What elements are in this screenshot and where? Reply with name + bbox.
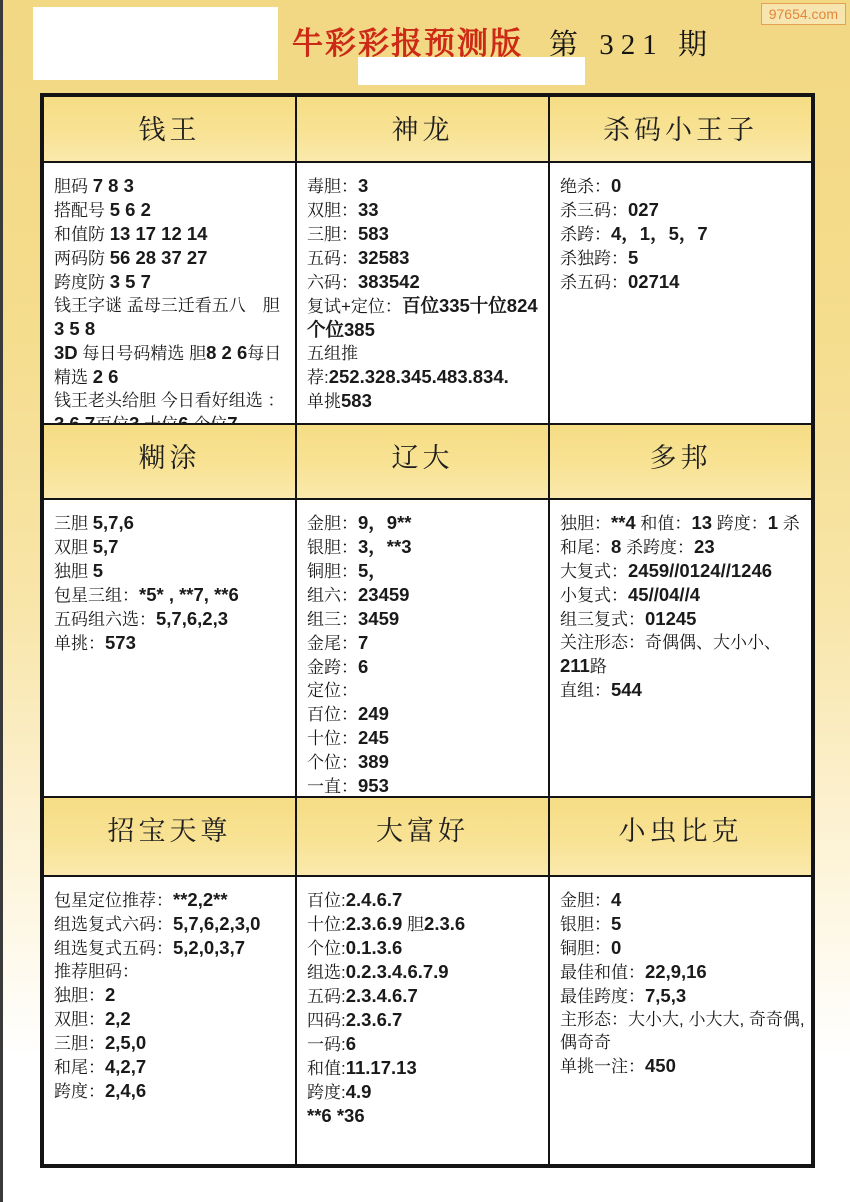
prediction-value: 953: [358, 775, 389, 796]
prediction-label: 独胆：: [560, 514, 611, 533]
prediction-label: 独胆: [54, 562, 93, 581]
prediction-value: 23: [694, 536, 715, 557]
prediction-value: 4,2,7: [105, 1056, 147, 1077]
prediction-label: 杀跨：: [560, 225, 611, 244]
prediction-label: 搭配号: [54, 201, 110, 220]
prediction-value: 0.2.3.4.6.7.9: [345, 961, 449, 982]
prediction-label: 组三复式：: [560, 610, 645, 629]
prediction-label: 一码:: [307, 1035, 346, 1054]
prediction-label: 组选:: [307, 963, 346, 982]
prediction-label: 钱王老头给胆 今日看好组选 ：: [54, 391, 285, 410]
prediction-line: [54, 270, 289, 294]
prediction-line: [54, 1079, 289, 1103]
prediction-value: 5，: [358, 560, 387, 581]
prediction-line: [307, 1080, 542, 1104]
prediction-label: 三胆：: [54, 1034, 105, 1053]
prediction-label: 五码:: [307, 987, 346, 1006]
prediction-line: [54, 631, 289, 655]
prediction-label: 组三：: [307, 610, 358, 629]
prediction-value: 0: [611, 175, 622, 196]
panel-content: [43, 162, 296, 424]
prediction-line: [54, 583, 289, 607]
prediction-label: 六码：: [307, 273, 358, 292]
prediction-value: 百位335十位824个位385: [307, 295, 538, 340]
title-bar: [292, 18, 714, 63]
prediction-value: 5,2,0,3,7: [173, 937, 246, 958]
prediction-label: 小复式：: [560, 586, 628, 605]
prediction-value: 5,7,6: [92, 512, 134, 533]
panel-header: 钱王: [43, 96, 296, 162]
prediction-label: 定位：: [307, 681, 358, 700]
prediction-line: [307, 888, 542, 912]
prediction-value: 450: [645, 1055, 676, 1076]
prediction-value: 211: [560, 655, 590, 676]
prediction-label: 铜胆：: [560, 939, 611, 958]
prediction-line: [307, 270, 542, 294]
prediction-value: 13: [691, 512, 713, 533]
prediction-value: 5 6 2: [109, 199, 151, 220]
prediction-value: 544: [611, 679, 642, 700]
prediction-line: [560, 888, 805, 912]
prediction-value: 4.9: [345, 1081, 372, 1102]
prediction-value: 2.3.4.6.7: [345, 985, 418, 1006]
prediction-value: *5* , **7, **6: [139, 584, 239, 605]
prediction-value: 249: [358, 703, 389, 724]
prediction-label: 和值防: [54, 225, 110, 244]
prediction-line: [54, 246, 289, 270]
prediction-line: [560, 246, 805, 270]
prediction-value: 4: [611, 889, 622, 910]
prediction-label: 十位：: [307, 729, 358, 748]
prediction-value: 8: [611, 536, 622, 557]
prediction-line: [307, 1056, 542, 1080]
prediction-value: 0.1.3.6: [345, 937, 403, 958]
prediction-value: 01245: [645, 608, 697, 629]
prediction-line: [307, 750, 542, 774]
prediction-line: [54, 294, 289, 341]
prediction-label: 三胆: [54, 514, 93, 533]
prediction-value: 3: [358, 175, 369, 196]
prediction-label: 组选复式六码：: [54, 915, 173, 934]
prediction-line: [560, 1054, 805, 1078]
prediction-line: [560, 511, 805, 559]
prediction-line: [560, 984, 805, 1008]
prediction-value: 5: [611, 913, 622, 934]
prediction-line: [560, 678, 805, 702]
prediction-label: 绝杀：: [560, 177, 611, 196]
prediction-line: [54, 607, 289, 631]
prediction-label: 杀独跨：: [560, 249, 628, 268]
prediction-line: [307, 342, 542, 389]
prediction-label: 金尾：: [307, 634, 358, 653]
prediction-line: [307, 631, 542, 655]
prediction-value: 5: [92, 560, 104, 581]
prediction-value: 45//04//4: [628, 584, 701, 605]
prediction-line: [54, 222, 289, 246]
prediction-value: 389: [358, 751, 389, 772]
prediction-label: 每日号码精选 胆: [77, 344, 207, 363]
prediction-value: 7,5,3: [645, 985, 687, 1006]
prediction-value: 2,5,0: [105, 1032, 147, 1053]
prediction-label: 百位:: [307, 891, 346, 910]
prediction-value: 13 17 12 14: [109, 223, 208, 244]
prediction-line: [307, 174, 542, 198]
prediction-value: 1: [767, 512, 779, 533]
prediction-line: [560, 270, 805, 294]
prediction-value: 56 28 37 27: [109, 247, 208, 268]
prediction-label: 关注形态：奇偶偶、大小小、: [560, 633, 781, 652]
prediction-value: 33: [358, 199, 379, 220]
prediction-value: **6 *36: [307, 1105, 365, 1126]
prediction-label: 毒胆：: [307, 177, 358, 196]
prediction-label: 跨度:: [307, 1083, 346, 1102]
prediction-line: [560, 583, 805, 607]
prediction-value: 2.3.6: [424, 913, 466, 934]
panel-header: 小虫比克: [549, 797, 812, 876]
prediction-label: 百位：: [307, 705, 358, 724]
prediction-value: **4: [611, 512, 636, 533]
prediction-line: [54, 912, 289, 936]
prediction-label: 四码:: [307, 1011, 346, 1030]
prediction-label: 包星定位推荐：: [54, 891, 173, 910]
prediction-label: 个位：: [307, 753, 358, 772]
prediction-line: [307, 583, 542, 607]
prediction-value: 5,7,6,2,3: [156, 608, 229, 629]
panel-content: [296, 876, 549, 1165]
prediction-value: 2.3.6.7: [345, 1009, 403, 1030]
prediction-value: 5: [628, 247, 639, 268]
prediction-line: [560, 960, 805, 984]
prediction-label: 铜胆：: [307, 562, 358, 581]
prediction-value: 2: [105, 984, 116, 1005]
prediction-label: 十位:: [307, 915, 346, 934]
prediction-value: 027: [628, 199, 659, 220]
blank-box-top-left: [33, 7, 278, 80]
panel-header: 神龙: [296, 96, 549, 162]
prediction-label: 一直：: [307, 777, 358, 796]
prediction-value: 7: [358, 632, 369, 653]
prediction-value: 02714: [628, 271, 680, 292]
prediction-label: 组六：: [307, 586, 358, 605]
prediction-label: 杀三码：: [560, 201, 628, 220]
prediction-line: [307, 936, 542, 960]
issue-number: 第 321 期: [549, 29, 715, 61]
prediction-label: 胆码: [54, 177, 93, 196]
prediction-value: 4，1，5，7: [611, 223, 708, 244]
prediction-value: 2,2: [105, 1008, 131, 1029]
prediction-line: [54, 341, 289, 389]
page-title: 牛彩彩报预测版: [292, 26, 523, 61]
prediction-label: 银胆：: [560, 915, 611, 934]
prediction-value: 3D: [54, 342, 78, 363]
prediction-line: [54, 559, 289, 583]
prediction-label: 胆: [402, 915, 425, 934]
prediction-value: **2,2**: [173, 889, 228, 910]
prediction-label: 五码组六选：: [54, 610, 156, 629]
prediction-value: 23459: [358, 584, 410, 605]
panel-header: 招宝天尊: [43, 797, 296, 876]
prediction-line: [54, 535, 289, 559]
prediction-value: 2459//0124//1246: [628, 560, 773, 581]
prediction-line: [307, 912, 542, 936]
panel-header: 杀码小王子: [549, 96, 812, 162]
prediction-label: 银胆：: [307, 538, 358, 557]
prediction-value: 5,7: [92, 536, 119, 557]
prediction-value: 2 6: [92, 366, 119, 387]
prediction-label: 金胆：: [560, 891, 611, 910]
prediction-line: [307, 294, 542, 342]
left-edge-stripe: [0, 0, 3, 1202]
prediction-value: 2,4,6: [105, 1080, 147, 1101]
prediction-line: [307, 1032, 542, 1056]
prediction-label: 五码：: [307, 249, 358, 268]
prediction-label: 大复式：: [560, 562, 628, 581]
panel-content: [43, 499, 296, 797]
prediction-line: [54, 198, 289, 222]
prediction-line: [307, 702, 542, 726]
prediction-label: 组选复式五码：: [54, 939, 173, 958]
prediction-label: 钱王字谜 孟母三迁看五八 胆: [54, 296, 280, 315]
prediction-label: 最佳跨度：: [560, 987, 645, 1006]
prediction-line: [307, 984, 542, 1008]
prediction-label: 主形态：大小大, 小大大, 奇奇偶, 偶奇奇: [560, 1010, 805, 1052]
prediction-label: 单挑一注：: [560, 1057, 645, 1076]
prediction-line: [560, 559, 805, 583]
prediction-line: [307, 198, 542, 222]
prediction-line: [560, 936, 805, 960]
prediction-label: 跨度：: [54, 1082, 105, 1101]
prediction-line: [307, 1008, 542, 1032]
prediction-value: 2.3.6.9: [345, 913, 403, 934]
prediction-label: 包星三组：: [54, 586, 139, 605]
prediction-line: [54, 1055, 289, 1079]
panel-header: 多邦: [549, 424, 812, 499]
prediction-label: 直组：: [560, 681, 611, 700]
prediction-line: [307, 655, 542, 679]
panel-content: [549, 499, 812, 797]
prediction-line: [54, 511, 289, 535]
panel-content: [296, 162, 549, 424]
prediction-line: [560, 1008, 805, 1054]
prediction-value: 3459: [358, 608, 400, 629]
prediction-label: 路: [589, 657, 607, 676]
panel-header: 大富好: [296, 797, 549, 876]
prediction-line: [307, 774, 542, 798]
panel-content: [549, 876, 812, 1165]
prediction-line: [54, 983, 289, 1007]
prediction-line: [307, 559, 542, 583]
prediction-value: 7 8 3: [92, 175, 134, 196]
prediction-label: 复试+定位：: [307, 297, 402, 316]
prediction-value: 2.4.6.7: [345, 889, 403, 910]
prediction-label: 推荐胆码：: [54, 962, 139, 981]
panel-content: [43, 876, 296, 1165]
prediction-label: 三胆：: [307, 225, 358, 244]
panel-content: [549, 162, 812, 424]
prediction-value: 11.17.13: [345, 1057, 417, 1078]
prediction-label: 和尾：: [54, 1058, 105, 1077]
prediction-value: 6: [345, 1033, 357, 1054]
prediction-value: 583: [358, 223, 389, 244]
prediction-line: [54, 888, 289, 912]
prediction-value: 5,7,6,2,3,0: [173, 913, 261, 934]
prediction-line: [307, 246, 542, 270]
prediction-line: [307, 511, 542, 535]
prediction-label: 跨度防: [54, 273, 110, 292]
prediction-line: [307, 535, 542, 559]
prediction-label: 单挑：: [54, 634, 105, 653]
prediction-value: 383542: [358, 271, 420, 292]
prediction-value: 0: [611, 937, 622, 958]
prediction-value: 3 5 8: [54, 318, 96, 339]
prediction-line: [307, 1104, 542, 1128]
prediction-label: 杀和尾：: [560, 514, 800, 557]
prediction-line: [54, 1031, 289, 1055]
prediction-value: 252.328.345.483.834.: [328, 366, 509, 387]
prediction-line: [307, 389, 542, 413]
prediction-value: 32583: [358, 247, 410, 268]
prediction-label: 金胆：: [307, 514, 358, 533]
prediction-value: 22,9,16: [645, 961, 707, 982]
prediction-label: 跨度：: [712, 514, 768, 533]
prediction-value: 3，**3: [358, 536, 412, 557]
prediction-value: 573: [105, 632, 136, 653]
prediction-value: 9，9**: [358, 512, 412, 533]
prediction-label: 单挑: [307, 392, 341, 411]
panel-header: 辽大: [296, 424, 549, 499]
prediction-label: 双胆：: [54, 1010, 105, 1029]
prediction-label: 杀跨度：: [621, 538, 695, 557]
prediction-line: [54, 936, 289, 960]
prediction-line: [307, 607, 542, 631]
prediction-line: [54, 174, 289, 198]
prediction-line: [560, 607, 805, 631]
prediction-value: 245: [358, 727, 389, 748]
prediction-line: [307, 726, 542, 750]
prediction-line: [560, 222, 805, 246]
prediction-label: 双胆: [54, 538, 93, 557]
prediction-board: [40, 93, 815, 1168]
prediction-label: 最佳和值：: [560, 963, 645, 982]
prediction-label: 五组推荐:: [307, 344, 358, 387]
prediction-line: [54, 960, 289, 983]
prediction-value: 583: [341, 390, 372, 411]
prediction-value: 3 5 7: [109, 271, 151, 292]
prediction-value: 6: [358, 656, 369, 677]
prediction-line: [54, 1007, 289, 1031]
site-watermark: 97654.com: [761, 3, 846, 25]
panel-content: [296, 499, 549, 797]
prediction-label: 和值:: [307, 1059, 346, 1078]
prediction-line: [560, 198, 805, 222]
prediction-line: [307, 222, 542, 246]
prediction-line: [560, 631, 805, 678]
prediction-line: [307, 960, 542, 984]
prediction-line: [560, 174, 805, 198]
prediction-label: 杀五码：: [560, 273, 628, 292]
prediction-label: 独胆：: [54, 986, 105, 1005]
prediction-label: 和值：: [635, 514, 692, 533]
prediction-label: 两码防: [54, 249, 110, 268]
prediction-label: 双胆：: [307, 201, 358, 220]
prediction-line: [307, 679, 542, 702]
prediction-label: 个位:: [307, 939, 346, 958]
prediction-value: 8 2 6: [206, 342, 248, 363]
prediction-label: 每日精选: [54, 344, 282, 387]
panel-header: 糊涂: [43, 424, 296, 499]
prediction-label: 金跨：: [307, 658, 358, 677]
prediction-line: [560, 912, 805, 936]
